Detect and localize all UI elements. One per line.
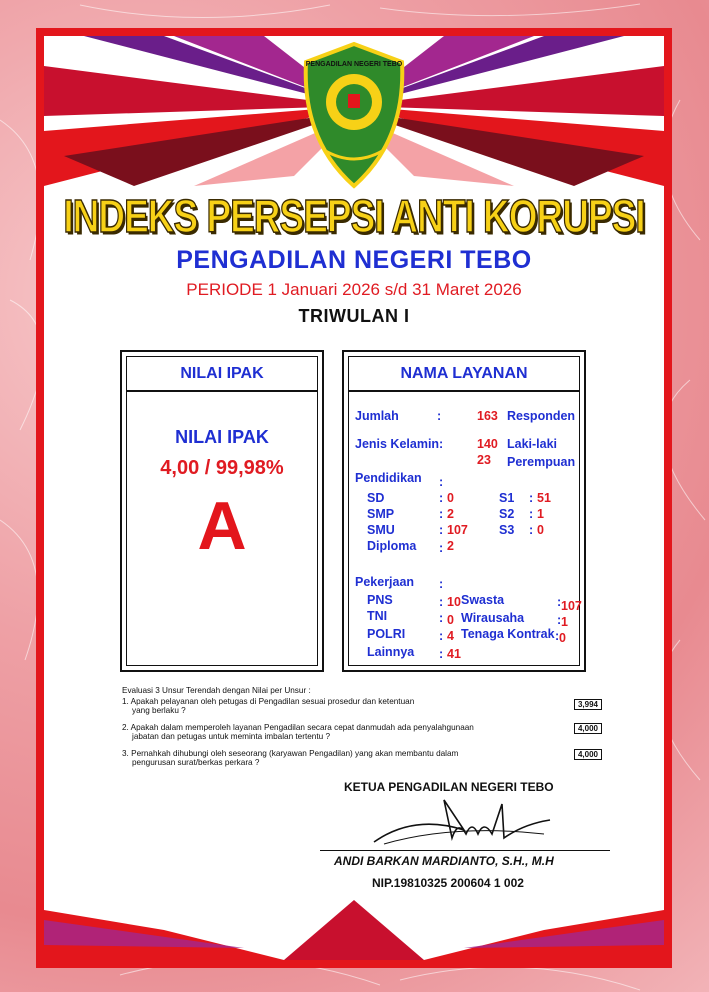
edu-sd-label: SD <box>367 491 385 505</box>
period-text: PERIODE 1 Januari 2026 s/d 31 Maret 2026 <box>186 280 522 299</box>
colon: : <box>439 577 444 591</box>
signature-nip: NIP.19810325 200604 1 002 <box>372 876 524 890</box>
colon: : <box>439 507 444 521</box>
job-polri-label: POLRI <box>367 627 406 641</box>
edu-s2-label: S2 <box>499 507 515 521</box>
job-kontrak-label: Tenaga Kontrak <box>461 627 555 641</box>
job-lainnya-value: 41 <box>447 647 461 661</box>
colon: : <box>439 629 444 643</box>
evaluation-line2: yang berlaku ? <box>132 706 186 715</box>
gender-label: Jenis Kelamin <box>355 437 440 451</box>
ipak-box <box>120 350 324 672</box>
female-label: Perempuan <box>507 455 576 469</box>
edu-smp-value: 2 <box>447 507 454 521</box>
edu-s3-label: S3 <box>499 523 515 537</box>
job-polri-value: 4 <box>447 629 454 643</box>
colon: : <box>439 475 444 489</box>
poster <box>44 36 664 960</box>
job-wirausaha-value: 1 <box>561 615 568 629</box>
colon: : <box>439 647 444 661</box>
edu-s2-value: 1 <box>537 507 544 521</box>
edu-smp-label: SMP <box>367 507 395 521</box>
colon: : <box>529 491 534 505</box>
colon: : <box>557 595 562 609</box>
evaluation-line1: 3. Pernahkah dihubungi oleh seseorang (karyawan Pengadilan) yang akan membantu dalam <box>122 749 459 758</box>
male-value: 140 <box>477 437 498 451</box>
court-emblem-icon <box>294 40 414 190</box>
court-name: PENGADILAN NEGERI TEBO <box>176 246 532 274</box>
evaluation-line1: 1. Apakah pelayanan oleh petugas di Pengadilan sesuai prosedur dan ketentuan <box>122 697 415 706</box>
evaluation-score: 4,000 <box>574 723 602 734</box>
colon: : <box>439 541 444 555</box>
evaluation-heading: Evaluasi 3 Unsur Terendah dengan Nilai per Unsur : <box>122 686 311 695</box>
evaluation-score: 3,994 <box>574 699 602 710</box>
job-wirausaha-label: Wirausaha <box>461 611 525 625</box>
jumlah-value: 163 <box>477 409 498 423</box>
ipak-box-header: NILAI IPAK <box>127 357 317 392</box>
job-lainnya-label: Lainnya <box>367 645 415 659</box>
emblem-text: PENGADILAN NEGERI TEBO <box>305 61 403 68</box>
ipak-grade: A <box>197 488 247 564</box>
job-pns-value: 10 <box>447 595 461 609</box>
signature-line <box>320 850 610 851</box>
evaluation-item <box>122 749 602 775</box>
signature-role: KETUA PENGADILAN NEGERI TEBO <box>344 780 554 794</box>
edu-smu-value: 107 <box>447 523 468 537</box>
ipak-label: NILAI IPAK <box>175 427 269 447</box>
colon: : <box>555 629 560 643</box>
edu-smu-label: SMU <box>367 523 395 537</box>
job-tni-value: 0 <box>447 613 454 627</box>
colon: : <box>437 409 442 423</box>
edu-diploma-label: Diploma <box>367 539 417 553</box>
male-label: Laki-laki <box>507 437 558 451</box>
colon: : <box>439 437 444 451</box>
education-label: Pendidikan <box>355 471 422 485</box>
edu-diploma-value: 2 <box>447 539 454 553</box>
evaluation-line2: jabatan dan petugas untuk meminta imbalan tertentu ? <box>132 732 330 741</box>
service-box <box>342 350 586 672</box>
colon: : <box>439 611 444 625</box>
job-swasta-value: 107 <box>561 599 582 613</box>
job-label: Pekerjaan <box>355 575 415 589</box>
job-swasta-label: Swasta <box>461 593 505 607</box>
jumlah-label: Jumlah <box>355 409 399 423</box>
female-value: 23 <box>477 453 491 467</box>
edu-s1-label: S1 <box>499 491 515 505</box>
evaluation-line2: pengurusan surat/berkas perkara ? <box>132 758 260 767</box>
service-inner <box>348 356 580 666</box>
job-tni-label: TNI <box>367 609 388 623</box>
signature-name: ANDI BARKAN MARDIANTO, S.H., M.H <box>334 854 554 868</box>
decorative-bottom-art <box>44 890 664 960</box>
evaluation-item <box>122 697 602 723</box>
quarter-text: TRIWULAN I <box>298 306 410 326</box>
colon: : <box>439 595 444 609</box>
colon: : <box>439 491 444 505</box>
edu-s3-value: 0 <box>537 523 544 537</box>
colon: : <box>557 613 562 627</box>
signature-scribble-icon <box>354 794 554 852</box>
colon: : <box>439 523 444 537</box>
main-title: INDEKS PERSEPSI ANTI KORUPSI <box>63 190 645 242</box>
edu-s1-value: 51 <box>537 491 551 505</box>
jumlah-unit: Responden <box>507 409 576 423</box>
evaluation-item <box>122 723 602 749</box>
evaluation-section <box>122 686 602 775</box>
colon: : <box>529 523 534 537</box>
ipak-inner <box>126 356 318 666</box>
evaluation-line1: 2. Apakah dalam memperoleh layanan Pengadilan secara cepat danmudah ada penyalahgunaan <box>122 723 474 732</box>
evaluation-score: 4,000 <box>574 749 602 760</box>
job-pns-label: PNS <box>367 593 393 607</box>
ipak-value: 4,00 / 99,98% <box>160 457 284 479</box>
job-kontrak-value: 0 <box>559 631 566 645</box>
service-box-header: NAMA LAYANAN <box>349 357 579 392</box>
edu-sd-value: 0 <box>447 491 454 505</box>
colon: : <box>529 507 534 521</box>
